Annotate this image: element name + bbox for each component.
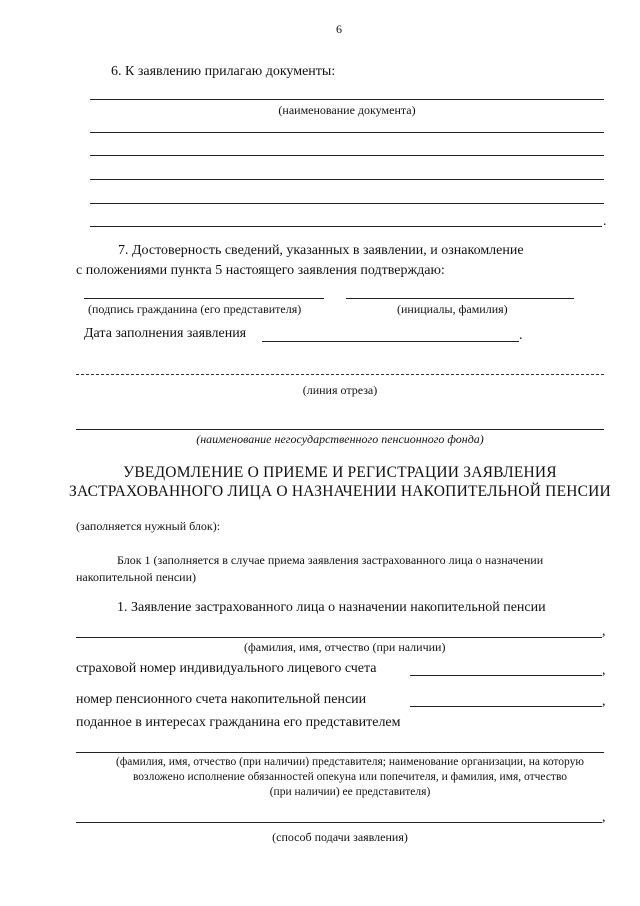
fio-line[interactable]	[76, 637, 602, 638]
method-comma: ,	[602, 810, 606, 825]
doc-line-2[interactable]	[90, 132, 604, 133]
method-line[interactable]	[76, 822, 602, 823]
rep-caption-line2: возложено исполнение обязанностей опекуна или попечителя, и фамилия, имя, отчество	[132, 771, 568, 783]
rep-caption-line1: (фамилия, имя, отчество (при наличии) представителя; наименование организации, на которую	[116, 756, 584, 768]
notice-title-line2: ЗАСТРАХОВАННОГО ЛИЦА О НАЗНАЧЕНИИ НАКОПИТЕЛЬНОЙ ПЕНСИИ	[69, 483, 611, 500]
page-number: 6	[336, 22, 342, 36]
initials-line[interactable]	[346, 298, 574, 299]
signature-line[interactable]	[84, 298, 324, 299]
npf-name-line[interactable]	[76, 429, 604, 430]
signature-caption: (подпись гражданина (его представителя)	[88, 302, 302, 316]
date-label: Дата заполнения заявления	[84, 326, 247, 341]
doc-name-caption: (наименование документа)	[278, 103, 416, 117]
snils-label: страховой номер индивидуального лицевого счета	[76, 661, 377, 676]
cut-line	[76, 374, 604, 375]
fio-caption: (фамилия, имя, отчество (при наличии)	[244, 640, 446, 654]
doc-line-3[interactable]	[90, 155, 604, 156]
account-label: номер пенсионного счета накопительной пенсии	[76, 692, 367, 707]
account-comma: ,	[602, 694, 606, 709]
submitted-label: поданное в интересах гражданина его представителем	[76, 715, 401, 730]
rep-caption-line3: (при наличии) ее представителя)	[269, 786, 431, 798]
cut-caption: (линия отреза)	[302, 383, 378, 397]
npf-caption: (наименование негосударственного пенсионного фонда)	[196, 432, 484, 446]
date-line[interactable]	[262, 341, 519, 342]
fill-note: (заполняется нужный блок):	[76, 519, 221, 533]
doc-line-1[interactable]	[90, 99, 604, 100]
fio-comma: ,	[602, 624, 606, 639]
account-line[interactable]	[410, 706, 602, 707]
snils-line[interactable]	[410, 675, 602, 676]
initials-caption: (инициалы, фамилия)	[397, 302, 508, 316]
representative-line[interactable]	[76, 752, 604, 753]
doc-list-end-mark: .	[603, 214, 607, 229]
notice-title-line1: УВЕДОМЛЕНИЕ О ПРИЕМЕ И РЕГИСТРАЦИИ ЗАЯВЛЕНИЯ	[123, 464, 557, 481]
doc-line-4[interactable]	[90, 179, 604, 180]
block1-line2: накопительной пенсии)	[76, 570, 197, 584]
item1-text: 1. Заявление застрахованного лица о назначении накопительной пенсии	[117, 600, 546, 615]
doc-line-5[interactable]	[90, 203, 604, 204]
snils-comma: ,	[602, 663, 606, 678]
section6-title: 6. К заявлению прилагаю документы:	[111, 64, 336, 79]
section7-line2: с положениями пункта 5 настоящего заявления подтверждаю:	[76, 263, 445, 278]
date-end-mark: .	[519, 328, 523, 343]
section7-line1: 7. Достоверность сведений, указанных в заявлении, и ознакомление	[118, 243, 524, 258]
doc-line-6[interactable]	[90, 226, 602, 227]
method-caption: (способ подачи заявления)	[272, 830, 408, 844]
block1-line1: Блок 1 (заполняется в случае приема заявления застрахованного лица о назначении	[117, 553, 544, 567]
